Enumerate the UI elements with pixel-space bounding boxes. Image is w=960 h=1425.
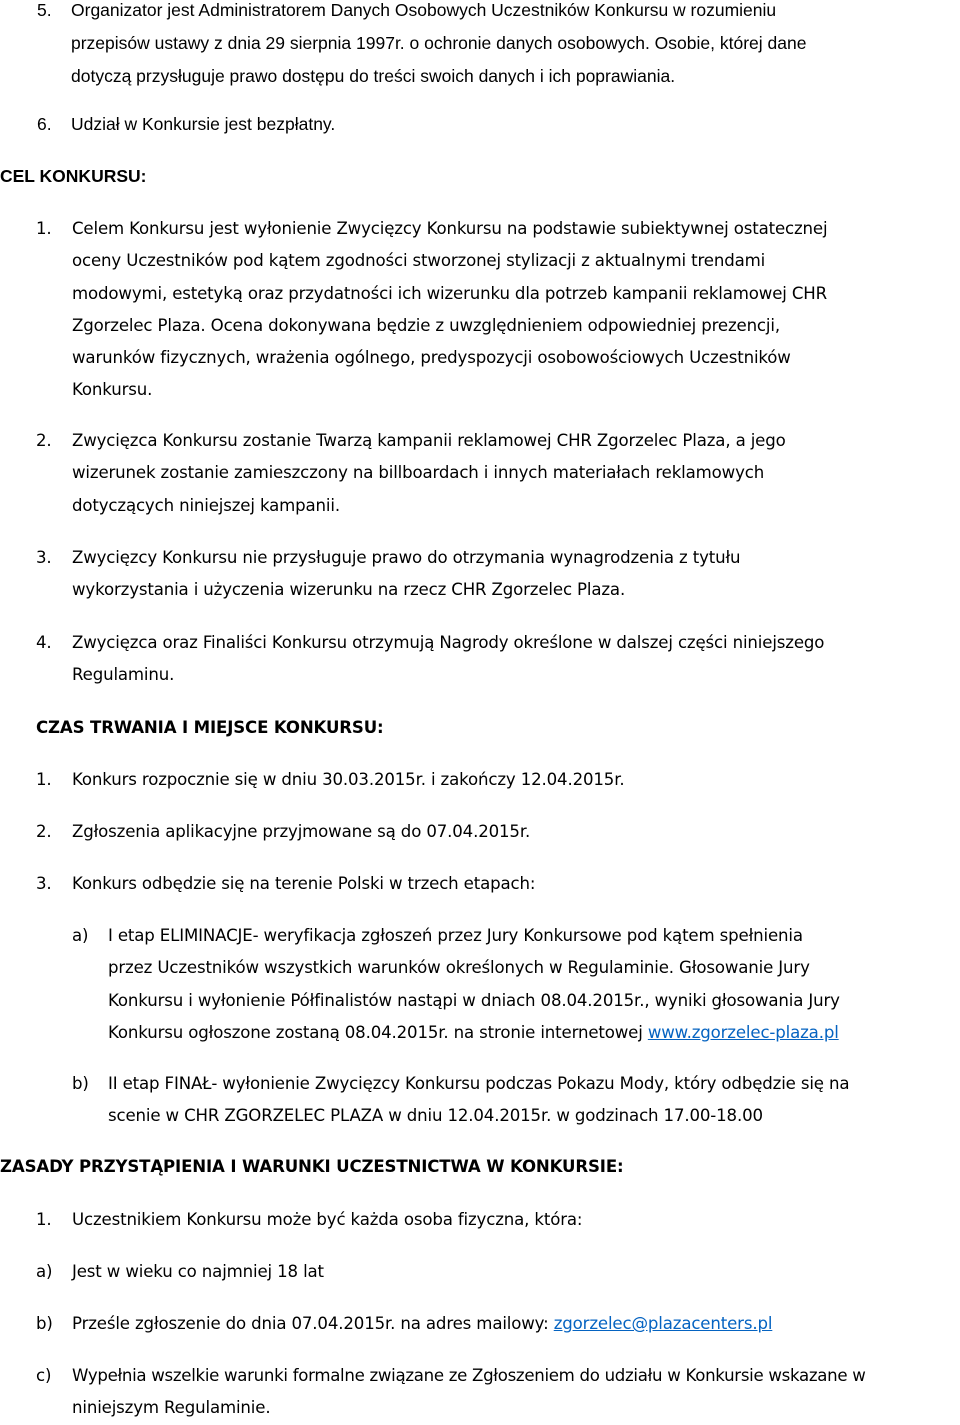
item-text-line: dotyczą przysługuje prawo dostępu do treści swoich danych i ich poprawiania. bbox=[71, 66, 676, 86]
item-text-line: II etap FINAŁ- wyłonienie Zwycięzcy Konkursu podczas Pokazu Mody, który odbędzie się na bbox=[108, 1074, 850, 1093]
item-text-line: Celem Konkursu jest wyłonienie Zwycięzcy Konkursu na podstawie subiektywnej ostatecznej bbox=[72, 219, 828, 238]
item-text-line: Regulaminu. bbox=[72, 665, 175, 685]
item-text-line bbox=[108, 1017, 958, 1049]
section-heading-cel: CEL KONKURSU: bbox=[0, 166, 147, 186]
website-link[interactable]: www.zgorzelec-plaza.pl bbox=[647, 1022, 839, 1042]
zasady-subitem-a bbox=[36, 1256, 956, 1288]
zasady-item-1 bbox=[36, 1204, 956, 1236]
item-number: 1. bbox=[36, 1210, 52, 1229]
item-text-line: warunków fizycznych, wrażenia ogólnego, predyspozycji osobowościowych Uczestników bbox=[72, 348, 791, 368]
item-number: 6. bbox=[37, 114, 52, 134]
item-text-line bbox=[72, 1308, 956, 1340]
item-text: Prześle zgłoszenie do dnia 07.04.2015r. na adres mailowy: bbox=[72, 1314, 554, 1333]
item-number: 1. bbox=[36, 219, 52, 238]
item-text-line: Konkursu. bbox=[72, 380, 153, 400]
item-text-line: wizerunek zostanie zamieszczony na billboardach i innych materiałach reklamowych bbox=[72, 463, 765, 483]
czas-item-2 bbox=[36, 816, 956, 848]
item-label: a) bbox=[36, 1262, 53, 1281]
item-text-line: Konkurs odbędzie się na terenie Polski w trzech etapach: bbox=[72, 874, 536, 893]
item-number: 4. bbox=[36, 633, 52, 652]
cel-item-1 bbox=[36, 213, 956, 407]
item-text-line: Zwycięzca oraz Finaliści Konkursu otrzymują Nagrody określone w dalszej części niniejszego bbox=[72, 633, 825, 652]
item-text-line: Konkurs rozpocznie się w dniu 30.03.2015r. i zakończy 12.04.2015r. bbox=[72, 770, 625, 789]
czas-subitem-a bbox=[72, 920, 958, 1049]
item-number: 1. bbox=[36, 770, 52, 789]
item-text-line: Zwycięzcy Konkursu nie przysługuje prawo do otrzymania wynagrodzenia z tytułu bbox=[72, 548, 741, 567]
item-text-line: oceny Uczestników pod kątem zgodności stworzonej stylizacji z aktualnymi trendami bbox=[72, 251, 766, 271]
item-text-line: modowymi, estetyką oraz przydatności ich wizerunku dla potrzeb kampanii reklamowej CHR bbox=[72, 283, 828, 303]
item-text-line: I etap ELIMINACJE- weryfikacja zgłoszeń przez Jury Konkursowe pod kątem spełnienia bbox=[108, 926, 803, 945]
item-label: c) bbox=[36, 1366, 52, 1385]
item-label: a) bbox=[72, 926, 89, 945]
item-text-line: Zwycięzca Konkursu zostanie Twarzą kampanii reklamowej CHR Zgorzelec Plaza, a jego bbox=[72, 431, 786, 450]
item-text-line: Jest w wieku co najmniej 18 lat bbox=[72, 1262, 324, 1281]
item-text-line: Zgłoszenia aplikacyjne przyjmowane są do 07.04.2015r. bbox=[72, 822, 531, 841]
item-text-line: przepisów ustawy z dnia 29 sierpnia 1997r. o ochronie danych osobowych. Osobie, której dane bbox=[71, 33, 807, 53]
zasady-subitem-c bbox=[36, 1360, 958, 1425]
item-text-line: scenie w CHR ZGORZELEC PLAZA w dniu 12.04.2015r. w godzinach 17.00-18.00 bbox=[108, 1106, 763, 1126]
cel-item-3 bbox=[36, 542, 956, 607]
item-text-line: Konkursu i wyłonienie Półfinalistów nastąpi w dniach 08.04.2015r., wyniki głosowania Jury bbox=[108, 990, 840, 1010]
czas-subitem-b bbox=[72, 1068, 958, 1133]
item-text-line: Uczestnikiem Konkursu może być każda osoba fizyczna, która: bbox=[72, 1210, 583, 1229]
section-heading-czas: CZAS TRWANIA I MIEJSCE KONKURSU: bbox=[36, 718, 384, 737]
item-number: 2. bbox=[36, 431, 52, 450]
item-number: 3. bbox=[36, 548, 52, 567]
section-heading-zasady: ZASADY PRZYSTĄPIENIA I WARUNKI UCZESTNICTWA W KONKURSIE: bbox=[0, 1157, 624, 1176]
czas-item-1 bbox=[36, 764, 956, 796]
item-text-line: niniejszym Regulaminie. bbox=[72, 1398, 271, 1418]
item-number: 2. bbox=[36, 822, 52, 841]
item-text-line: Udział w Konkursie jest bezpłatny. bbox=[71, 114, 336, 134]
item-number: 5. bbox=[37, 0, 52, 20]
item-label: b) bbox=[72, 1074, 89, 1093]
item-text-line: Wypełnia wszelkie warunki formalne związane ze Zgłoszeniem do udziału w Konkursie wskazane w bbox=[72, 1366, 866, 1385]
list-item-6 bbox=[37, 108, 957, 141]
item-text-line: dotyczących niniejszej kampanii. bbox=[72, 495, 340, 515]
item-text-line: Zgorzelec Plaza. Ocena dokonywana będzie z uwzględnieniem odpowiedniej prezencji, bbox=[72, 315, 780, 335]
cel-item-2 bbox=[36, 425, 956, 522]
cel-item-4 bbox=[36, 627, 956, 692]
list-item-5 bbox=[37, 0, 957, 93]
item-text-line: przez Uczestników wszystkich warunków określonych w Regulaminie. Głosowanie Jury bbox=[108, 958, 810, 978]
item-text-line: wykorzystania i użyczenia wizerunku na rzecz CHR Zgorzelec Plaza. bbox=[72, 580, 626, 600]
item-label: b) bbox=[36, 1314, 53, 1333]
email-link[interactable]: zgorzelec@plazacenters.pl bbox=[553, 1314, 773, 1333]
item-text: Konkursu ogłoszone zostaną 08.04.2015r. na stronie internetowej bbox=[108, 1022, 648, 1042]
czas-item-3 bbox=[36, 868, 956, 900]
item-number: 3. bbox=[36, 874, 52, 893]
item-text-line: Organizator jest Administratorem Danych Osobowych Uczestników Konkursu w rozumieniu bbox=[71, 0, 777, 20]
zasady-subitem-b bbox=[36, 1308, 956, 1340]
